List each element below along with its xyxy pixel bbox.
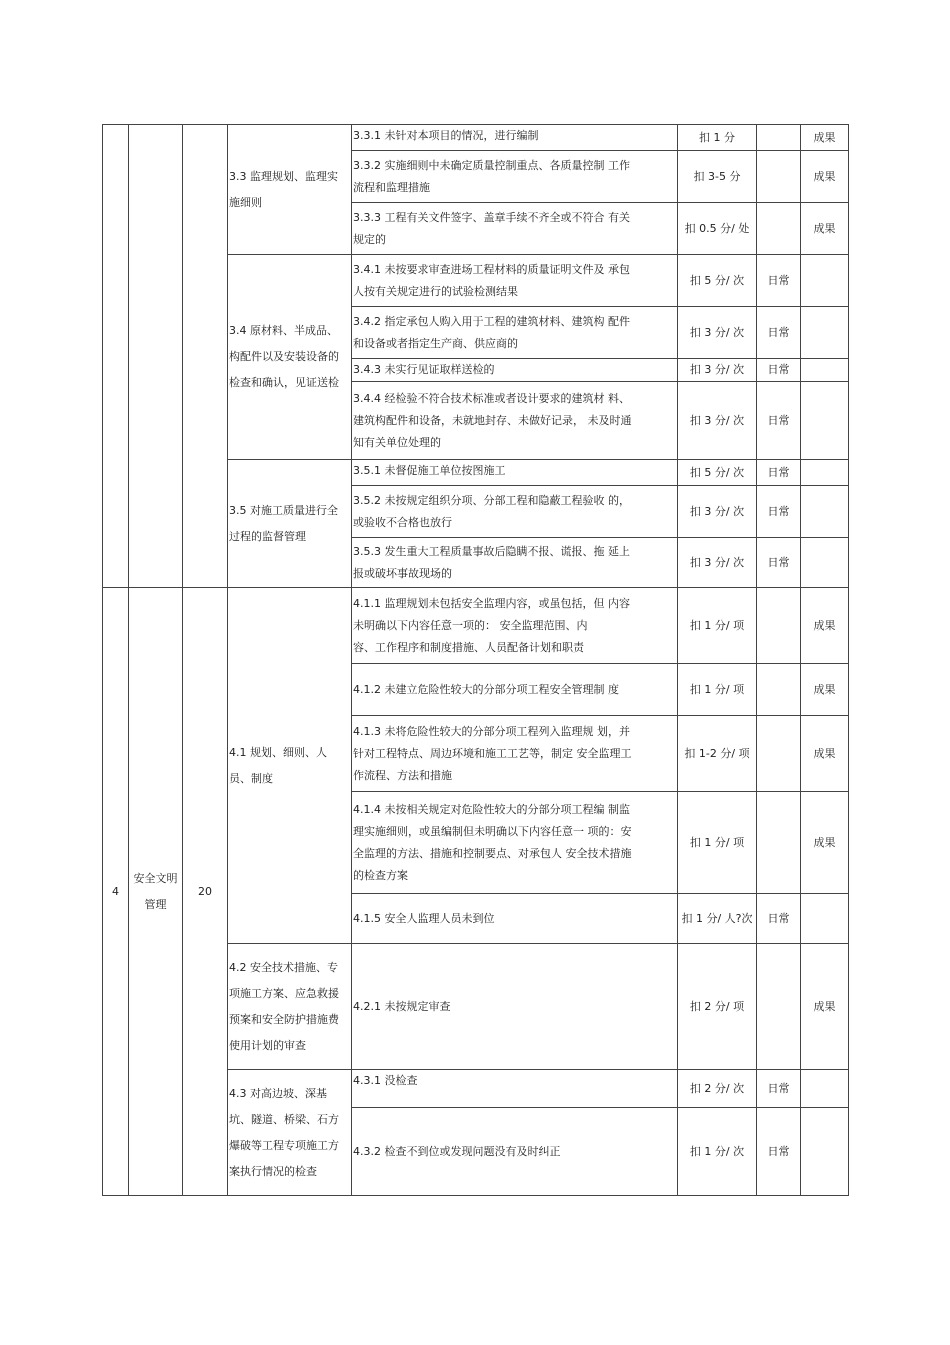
- item-description: [352, 125, 678, 151]
- description-line: 3.4.4 经检验不符合技术标准或者设计要求的建筑材 料、: [353, 391, 630, 405]
- result-type: [801, 894, 849, 944]
- description-line: 未明确以下内容任意一项的： 安全监理范围、内: [353, 618, 588, 632]
- check-type: 日常: [757, 255, 801, 307]
- description-line: 3.4.3 未实行见证取样送检的: [353, 363, 495, 376]
- check-type: 日常: [757, 1070, 801, 1108]
- description-line: 知有关单位处理的: [353, 435, 441, 449]
- section-score-cell: [183, 125, 228, 588]
- result-type: [801, 307, 849, 359]
- deduction: 扣 5 分/ 次: [678, 255, 757, 307]
- section-number: 4: [103, 588, 129, 1196]
- deduction: 扣 1 分/ 项: [678, 792, 757, 894]
- description-line: 3.3.1 未针对本项目的情况，进行编制: [353, 129, 539, 142]
- deduction: 扣 3 分/ 次: [678, 486, 757, 538]
- deduction: 扣 1 分/ 项: [678, 588, 757, 664]
- deduction: 扣 1 分: [678, 125, 757, 151]
- result-type: 成果: [801, 716, 849, 792]
- group-label: 3.4 原材料、半成品、构配件以及安装设备的检查和确认，见证送检: [228, 255, 352, 460]
- result-type: [801, 255, 849, 307]
- item-description: [352, 486, 678, 538]
- check-type: [757, 125, 801, 151]
- table-row: [103, 588, 849, 664]
- table-row: [103, 125, 849, 151]
- group-label: 3.3 监理规划、监理实施细则: [228, 125, 352, 255]
- item-description: [352, 203, 678, 255]
- deduction: 扣 3 分/ 次: [678, 382, 757, 460]
- deduction: 扣 1 分/ 次: [678, 1108, 757, 1196]
- group-label: 4.3 对高边坡、深基坑、隧道、桥梁、石方爆破等工程专项施工方案执行情况的检查: [228, 1070, 352, 1196]
- item-description: [352, 538, 678, 588]
- check-type: 日常: [757, 1108, 801, 1196]
- section-score: 20: [183, 588, 228, 1196]
- check-type: [757, 716, 801, 792]
- item-description: [352, 359, 678, 382]
- result-type: [801, 1070, 849, 1108]
- section-number-cell: [103, 125, 129, 588]
- description-line: 4.3.2 检查不到位或发现问题没有及时纠正: [353, 1144, 561, 1158]
- description-line: 3.5.1 未督促施工单位按图施工: [353, 464, 506, 477]
- result-type: [801, 486, 849, 538]
- group-label: 4.2 安全技术措施、专项施工方案、应急救援预案和安全防护措施费使用计划的审查: [228, 944, 352, 1070]
- result-type: [801, 359, 849, 382]
- check-type: 日常: [757, 307, 801, 359]
- check-type: 日常: [757, 382, 801, 460]
- item-description: [352, 1070, 678, 1108]
- description-line: 3.4.1 未按要求审查进场工程材料的质量证明文件及 承包: [353, 262, 630, 276]
- result-type: [801, 538, 849, 588]
- description-line: 4.2.1 未按规定审查: [353, 999, 451, 1013]
- check-type: 日常: [757, 460, 801, 486]
- section-name-cell: [129, 125, 183, 588]
- deduction: 扣 3 分/ 次: [678, 359, 757, 382]
- result-type: 成果: [801, 588, 849, 664]
- description-line: 报或破坏事故现场的: [353, 566, 452, 580]
- description-line: 4.1.3 未将危险性较大的分部分项工程列入监理规 划，并: [353, 724, 630, 738]
- check-type: [757, 944, 801, 1070]
- description-line: 全监理的方法、措施和控制要点、对承包人 安全技术措施: [353, 846, 632, 860]
- description-line: 4.1.2 未建立危险性较大的分部分项工程安全管理制 度: [353, 682, 619, 696]
- result-type: [801, 460, 849, 486]
- result-type: 成果: [801, 792, 849, 894]
- item-description: [352, 588, 678, 664]
- result-type: 成果: [801, 203, 849, 255]
- deduction: 扣 2 分/ 项: [678, 944, 757, 1070]
- description-line: 建筑构配件和设备，未就地封存、未做好记录， 未及时通: [353, 413, 632, 427]
- item-description: [352, 664, 678, 716]
- check-type: [757, 151, 801, 203]
- description-line: 容、工作程序和制度措施、人员配备计划和职责: [353, 640, 584, 654]
- result-type: 成果: [801, 125, 849, 151]
- description-line: 3.5.3 发生重大工程质量事故后隐瞒不报、谎报、拖 延上: [353, 544, 630, 558]
- assessment-table: [102, 124, 849, 1196]
- result-type: 成果: [801, 151, 849, 203]
- item-description: [352, 382, 678, 460]
- section-name: 安全文明 管理: [129, 588, 183, 1196]
- deduction: 扣 1 分/ 人?次: [678, 894, 757, 944]
- item-description: [352, 792, 678, 894]
- item-description: [352, 716, 678, 792]
- description-line: 3.5.2 未按规定组织分项、分部工程和隐蔽工程验收 的，: [353, 493, 630, 507]
- check-type: 日常: [757, 359, 801, 382]
- group-label: 3.5 对施工质量进行全过程的监督管理: [228, 460, 352, 588]
- description-line: 4.1.5 安全人监理人员未到位: [353, 911, 495, 925]
- description-line: 作流程、方法和措施: [353, 768, 452, 782]
- deduction: 扣 1-2 分/ 项: [678, 716, 757, 792]
- description-line: 流程和监理措施: [353, 180, 430, 194]
- deduction: 扣 5 分/ 次: [678, 460, 757, 486]
- result-type: [801, 1108, 849, 1196]
- deduction: 扣 0.5 分/ 处: [678, 203, 757, 255]
- description-line: 或验收不合格也放行: [353, 515, 452, 529]
- check-type: [757, 664, 801, 716]
- check-type: [757, 203, 801, 255]
- result-type: [801, 382, 849, 460]
- item-description: [352, 307, 678, 359]
- item-description: [352, 1108, 678, 1196]
- item-description: [352, 460, 678, 486]
- item-description: [352, 151, 678, 203]
- description-line: 3.3.3 工程有关文件签字、盖章手续不齐全或不符合 有关: [353, 210, 630, 224]
- check-type: 日常: [757, 894, 801, 944]
- item-description: [352, 255, 678, 307]
- description-line: 针对工程特点、周边环境和施工工艺等，制定 安全监理工: [353, 746, 632, 760]
- description-line: 4.1.4 未按相关规定对危险性较大的分部分项工程编 制监: [353, 802, 630, 816]
- description-line: 和设备或者指定生产商、供应商的: [353, 336, 518, 350]
- deduction: 扣 1 分/ 项: [678, 664, 757, 716]
- description-line: 4.3.1 没检查: [353, 1074, 418, 1087]
- deduction: 扣 3 分/ 次: [678, 307, 757, 359]
- description-line: 的检查方案: [353, 868, 408, 882]
- result-type: 成果: [801, 664, 849, 716]
- check-type: [757, 792, 801, 894]
- deduction: 扣 3 分/ 次: [678, 538, 757, 588]
- description-line: 4.1.1 监理规划未包括安全监理内容，或虽包括，但 内容: [353, 596, 630, 610]
- check-type: [757, 588, 801, 664]
- group-label: 4.1 规划、细则、人员、制度: [228, 588, 352, 944]
- check-type: 日常: [757, 538, 801, 588]
- description-line: 人按有关规定进行的试验检测结果: [353, 284, 518, 298]
- item-description: [352, 944, 678, 1070]
- description-line: 3.4.2 指定承包人购入用于工程的建筑材料、建筑构 配件: [353, 314, 630, 328]
- deduction: 扣 3-5 分: [678, 151, 757, 203]
- description-line: 3.3.2 实施细则中未确定质量控制重点、各质量控制 工作: [353, 158, 630, 172]
- check-type: 日常: [757, 486, 801, 538]
- result-type: 成果: [801, 944, 849, 1070]
- description-line: 理实施细则，或虽编制但未明确以下内容任意一 项的：安: [353, 824, 632, 838]
- description-line: 规定的: [353, 232, 386, 246]
- deduction: 扣 2 分/ 次: [678, 1070, 757, 1108]
- item-description: [352, 894, 678, 944]
